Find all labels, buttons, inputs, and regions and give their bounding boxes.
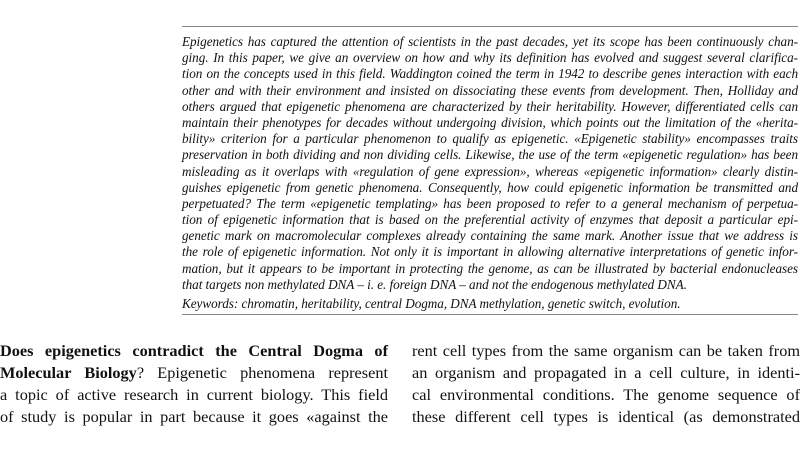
body-line xyxy=(0,362,388,384)
abstract-line: mation, but it appears to be important in protecting the genome, as can be illustrated by bacterial endonucleases xyxy=(182,260,798,276)
abstract-line: other and with their environment and insisted on dissociating these events from development. Then, Holliday and xyxy=(182,82,798,98)
abstract-line: misleading as it overlaps with «regulation of gene expression», whereas «epigenetic information» clearly distin- xyxy=(182,163,798,179)
abstract-line: guishes epigenetic from genetic phenomena. Consequently, how could epigenetic information be transmitted and xyxy=(182,179,798,195)
keywords: Keywords: chromatin, heritability, central Dogma, DNA methylation, genetic switch, evolution. xyxy=(182,296,798,315)
body-line: a topic of active research in current biology. This field xyxy=(0,385,388,404)
abstract-line: maintain their phenotypes for decades without undergoing division, which points out the limitation of the «herita- xyxy=(182,114,798,130)
heading-text: Does epigenetics contradict the Central Dogma of xyxy=(0,341,388,360)
abstract-line: Epigenetics has captured the attention of scientists in the past decades, yet its scope has been continuously chan- xyxy=(182,34,798,49)
abstract-line: others argued that epigenetic phenomena are characterized by their heritability. However, differentiated cells can xyxy=(182,98,798,114)
abstract-line: that targets non methylated DNA – i. e. foreign DNA – and not the endogenous methylated DNA. xyxy=(182,276,687,292)
abstract-line: bility» criterion for a particular phenomenon to qualify as epigenetic. «Epigenetic stability» encompasses traits xyxy=(182,131,798,147)
abstract-line: ging. In this paper, we give an overview on how and why its definition has evolved and suggest several clarifica- xyxy=(182,50,798,66)
body-text: ? Epigenetic phenomena represent xyxy=(136,363,388,382)
body-column-left xyxy=(0,340,388,428)
abstract-text xyxy=(182,27,798,293)
abstract-line: preservation in both dividing and non dividing cells. Likewise, the use of the term «epigenetic regulation» has been xyxy=(182,147,798,163)
body-line: an organism and propagated in a cell culture, in identi- xyxy=(412,363,800,382)
abstract-line: the role of epigenetic information. Not only it is important in allowing alternative interpretations of genetic infor- xyxy=(182,244,798,260)
abstract-line: genetic mark on macromolecular complexes already containing the same mark. Another issue that we address is xyxy=(182,228,798,244)
body-line: rent cell types from the same organism can be taken from xyxy=(412,341,800,360)
abstract-box xyxy=(182,26,798,315)
section-heading xyxy=(0,340,388,362)
body-line: these different cell types is identical (as demonstrated xyxy=(412,407,800,426)
abstract-line: tion of epigenetic information that is based on the preferential activity of enzymes that deposit a particular epi- xyxy=(182,212,798,228)
body-column-right xyxy=(412,340,800,428)
abstract-line: tion on the concepts used in this field. Waddington coined the term in 1942 to describe genes interaction with each xyxy=(182,66,798,82)
body-line: cal environmental conditions. The genome sequence of xyxy=(412,385,800,404)
body-line: of study is popular in part because it goes «against the xyxy=(0,407,388,426)
heading-text-end: Molecular Biology xyxy=(0,363,137,382)
abstract-line: perpetuated? The term «epigenetic templating» has been proposed to refer to a general mechanism of perpetua- xyxy=(182,195,798,211)
